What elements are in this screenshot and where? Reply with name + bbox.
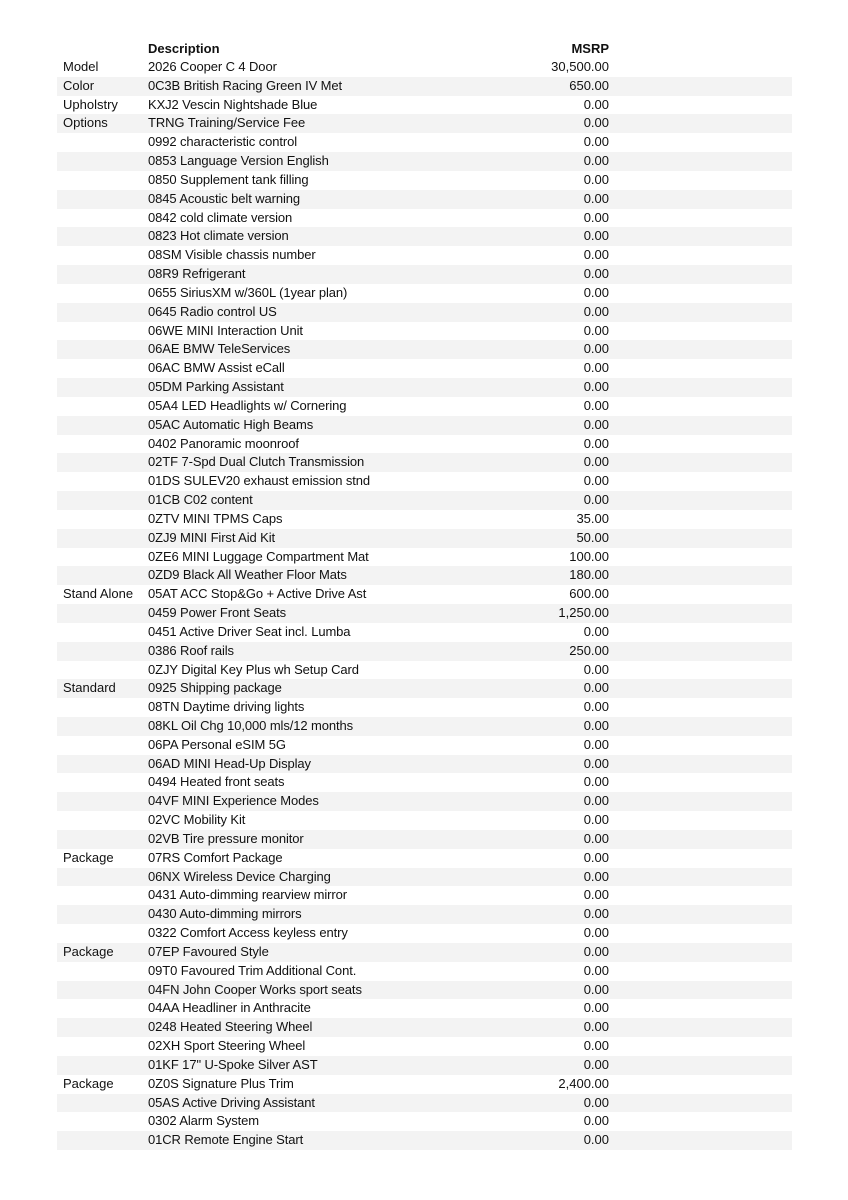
table-row [57, 209, 792, 228]
section-label: Stand Alone [63, 586, 134, 602]
section-label: Package [63, 1075, 114, 1091]
option-msrp: 600.00 [569, 586, 609, 602]
table-row [57, 265, 792, 284]
option-msrp: 0.00 [583, 435, 609, 451]
table-row [57, 698, 792, 717]
table-row [57, 548, 792, 567]
option-description: 04VF MINI Experience Modes [148, 793, 319, 809]
table-row [57, 886, 792, 905]
option-description: 09T0 Favoured Trim Additional Cont. [148, 962, 357, 978]
option-msrp: 0.00 [583, 397, 609, 413]
option-description: 0302 Alarm System [148, 1113, 260, 1129]
option-description: KXJ2 Vescin Nightshade Blue [148, 96, 318, 112]
option-description: 02VC Mobility Kit [148, 812, 246, 828]
option-description: 01KF 17" U-Spoke Silver AST [148, 1056, 318, 1072]
table-row [57, 868, 792, 887]
option-description: 0451 Active Driver Seat incl. Lumba [148, 623, 351, 639]
table-row [57, 830, 792, 849]
option-description: 0459 Power Front Seats [148, 605, 286, 621]
option-msrp: 0.00 [583, 793, 609, 809]
table-row [57, 303, 792, 322]
table-row [57, 566, 792, 585]
option-description: 0853 Language Version English [148, 153, 329, 169]
option-msrp: 0.00 [583, 284, 609, 300]
option-msrp: 100.00 [569, 548, 609, 564]
option-description: 0645 Radio control US [148, 303, 277, 319]
table-row [57, 905, 792, 924]
option-msrp: 0.00 [583, 680, 609, 696]
option-msrp: 0.00 [583, 830, 609, 846]
table-row [57, 491, 792, 510]
option-description: 06AE BMW TeleServices [148, 341, 291, 357]
option-msrp: 250.00 [569, 642, 609, 658]
table-row [57, 322, 792, 341]
option-msrp: 0.00 [583, 755, 609, 771]
table-row [57, 133, 792, 152]
table-row [57, 642, 792, 661]
option-description: 0248 Heated Steering Wheel [148, 1019, 313, 1035]
table-row [57, 340, 792, 359]
option-description: 0402 Panoramic moonroof [148, 435, 299, 451]
option-msrp: 0.00 [583, 341, 609, 357]
option-msrp: 0.00 [583, 115, 609, 131]
table-row [57, 585, 792, 604]
table-row [57, 1131, 792, 1150]
option-msrp: 0.00 [583, 925, 609, 941]
table-row [57, 623, 792, 642]
option-description: 05AC Automatic High Beams [148, 416, 314, 432]
option-description: 05AT ACC Stop&Go + Active Drive Ast [148, 586, 367, 602]
table-row [57, 416, 792, 435]
table-row [57, 190, 792, 209]
option-msrp: 0.00 [583, 1019, 609, 1035]
option-msrp: 0.00 [583, 247, 609, 263]
option-description: 08SM Visible chassis number [148, 247, 316, 263]
option-description: 0386 Roof rails [148, 642, 234, 658]
table-row [57, 77, 792, 96]
option-description: 06WE MINI Interaction Unit [148, 322, 303, 338]
option-msrp: 0.00 [583, 379, 609, 395]
option-msrp: 0.00 [583, 1038, 609, 1054]
section-label: Package [63, 849, 114, 865]
table-row [57, 924, 792, 943]
option-msrp: 0.00 [583, 492, 609, 508]
option-msrp: 0.00 [583, 266, 609, 282]
section-label: Model [63, 59, 99, 74]
option-msrp: 35.00 [576, 510, 609, 526]
msrp-column-header: MSRP [571, 41, 609, 56]
table-row [57, 453, 792, 472]
option-msrp: 30,500.00 [551, 59, 609, 74]
option-msrp: 0.00 [583, 1094, 609, 1110]
option-msrp: 0.00 [583, 416, 609, 432]
option-description: 06AD MINI Head-Up Display [148, 755, 311, 771]
table-row [57, 171, 792, 190]
table-row [57, 397, 792, 416]
option-msrp: 650.00 [569, 77, 609, 93]
option-msrp: 0.00 [583, 360, 609, 376]
option-description: 04AA Headliner in Anthracite [148, 1000, 311, 1016]
option-description: 0842 cold climate version [148, 209, 293, 225]
description-column-header: Description [148, 41, 220, 56]
table-row [57, 284, 792, 303]
table-row [57, 755, 792, 774]
option-msrp: 0.00 [583, 228, 609, 244]
option-msrp: 0.00 [583, 812, 609, 828]
option-description: 06AC BMW Assist eCall [148, 360, 285, 376]
option-description: 0C3B British Racing Green IV Met [148, 77, 343, 93]
option-description: 0655 SiriusXM w/360L (1year plan) [148, 284, 348, 300]
option-description: 0823 Hot climate version [148, 228, 289, 244]
table-row [57, 529, 792, 548]
section-label: Options [63, 115, 108, 131]
table-row [57, 58, 792, 77]
option-msrp: 0.00 [583, 943, 609, 959]
option-description: 07RS Comfort Package [148, 849, 283, 865]
table-row [57, 679, 792, 698]
price-sheet [57, 39, 792, 1150]
table-row [57, 435, 792, 454]
option-msrp: 0.00 [583, 322, 609, 338]
option-msrp: 0.00 [583, 962, 609, 978]
section-label: Standard [63, 680, 116, 696]
section-label: Color [63, 77, 95, 93]
option-description: 0322 Comfort Access keyless entry [148, 925, 348, 941]
option-msrp: 0.00 [583, 209, 609, 225]
option-description: 0ZTV MINI TPMS Caps [148, 510, 283, 526]
option-description: 0992 characteristic control [148, 134, 298, 150]
table-row [57, 999, 792, 1018]
table-row [57, 246, 792, 265]
option-msrp: 0.00 [583, 717, 609, 733]
option-msrp: 0.00 [583, 190, 609, 206]
table-row [57, 1056, 792, 1075]
option-description: 2026 Cooper C 4 Door [148, 59, 277, 74]
option-description: 04FN John Cooper Works sport seats [148, 981, 362, 997]
table-row [57, 378, 792, 397]
option-msrp: 0.00 [583, 774, 609, 790]
table-row [57, 811, 792, 830]
section-label: Package [63, 943, 114, 959]
option-description: 06PA Personal eSIM 5G [148, 736, 286, 752]
table-row [57, 717, 792, 736]
table-row [57, 510, 792, 529]
table-row [57, 472, 792, 491]
option-description: 0Z0S Signature Plus Trim [148, 1075, 294, 1091]
option-description: 02TF 7-Spd Dual Clutch Transmission [148, 454, 365, 470]
option-description: TRNG Training/Service Fee [148, 115, 306, 131]
option-description: 08KL Oil Chg 10,000 mls/12 months [148, 717, 354, 733]
table-row [57, 1037, 792, 1056]
option-description: 01CB C02 content [148, 492, 253, 508]
table-row [57, 1075, 792, 1094]
option-msrp: 0.00 [583, 1132, 609, 1148]
table-row [57, 981, 792, 1000]
option-description: 05DM Parking Assistant [148, 379, 284, 395]
table-row [57, 114, 792, 133]
option-description: 05AS Active Driving Assistant [148, 1094, 315, 1110]
table-row [57, 604, 792, 623]
table-row [57, 1094, 792, 1113]
option-description: 02XH Sport Steering Wheel [148, 1038, 306, 1054]
option-description: 05A4 LED Headlights w/ Cornering [148, 397, 347, 413]
table-row [57, 152, 792, 171]
option-msrp: 0.00 [583, 96, 609, 112]
table-row [57, 849, 792, 868]
option-msrp: 0.00 [583, 887, 609, 903]
option-description: 01CR Remote Engine Start [148, 1132, 304, 1148]
option-msrp: 0.00 [583, 699, 609, 715]
option-list [57, 58, 792, 1150]
option-msrp: 0.00 [583, 849, 609, 865]
option-msrp: 0.00 [583, 171, 609, 187]
option-msrp: 0.00 [583, 1113, 609, 1129]
option-description: 08TN Daytime driving lights [148, 699, 305, 715]
option-msrp: 0.00 [583, 736, 609, 752]
option-msrp: 0.00 [583, 1000, 609, 1016]
option-msrp: 2,400.00 [558, 1075, 609, 1091]
table-row [57, 1112, 792, 1131]
table-row [57, 227, 792, 246]
option-description: 0ZE6 MINI Luggage Compartment Mat [148, 548, 369, 564]
option-msrp: 0.00 [583, 868, 609, 884]
option-msrp: 50.00 [576, 529, 609, 545]
table-header [57, 39, 792, 58]
table-row [57, 962, 792, 981]
section-label: Upholstry [63, 96, 118, 112]
option-description: 0494 Heated front seats [148, 774, 285, 790]
option-msrp: 0.00 [583, 906, 609, 922]
table-row [57, 792, 792, 811]
option-msrp: 0.00 [583, 134, 609, 150]
option-msrp: 180.00 [569, 567, 609, 583]
option-msrp: 0.00 [583, 981, 609, 997]
option-description: 02VB Tire pressure monitor [148, 830, 304, 846]
table-row [57, 773, 792, 792]
option-description: 0431 Auto-dimming rearview mirror [148, 887, 347, 903]
option-msrp: 0.00 [583, 473, 609, 489]
option-description: 0430 Auto-dimming mirrors [148, 906, 302, 922]
option-description: 0ZJY Digital Key Plus wh Setup Card [148, 661, 359, 677]
table-row [57, 359, 792, 378]
option-msrp: 0.00 [583, 303, 609, 319]
option-msrp: 1,250.00 [558, 605, 609, 621]
option-msrp: 0.00 [583, 623, 609, 639]
option-description: 0850 Supplement tank filling [148, 171, 309, 187]
option-description: 0ZD9 Black All Weather Floor Mats [148, 567, 347, 583]
option-description: 01DS SULEV20 exhaust emission stnd [148, 473, 371, 489]
option-description: 0925 Shipping package [148, 680, 282, 696]
option-msrp: 0.00 [583, 661, 609, 677]
option-description: 08R9 Refrigerant [148, 266, 246, 282]
option-description: 0845 Acoustic belt warning [148, 190, 301, 206]
option-msrp: 0.00 [583, 454, 609, 470]
table-row [57, 1018, 792, 1037]
option-msrp: 0.00 [583, 153, 609, 169]
table-row [57, 736, 792, 755]
table-row [57, 96, 792, 115]
option-description: 07EP Favoured Style [148, 943, 269, 959]
option-description: 0ZJ9 MINI First Aid Kit [148, 529, 276, 545]
table-row [57, 661, 792, 680]
option-description: 06NX Wireless Device Charging [148, 868, 331, 884]
option-msrp: 0.00 [583, 1056, 609, 1072]
table-row [57, 943, 792, 962]
